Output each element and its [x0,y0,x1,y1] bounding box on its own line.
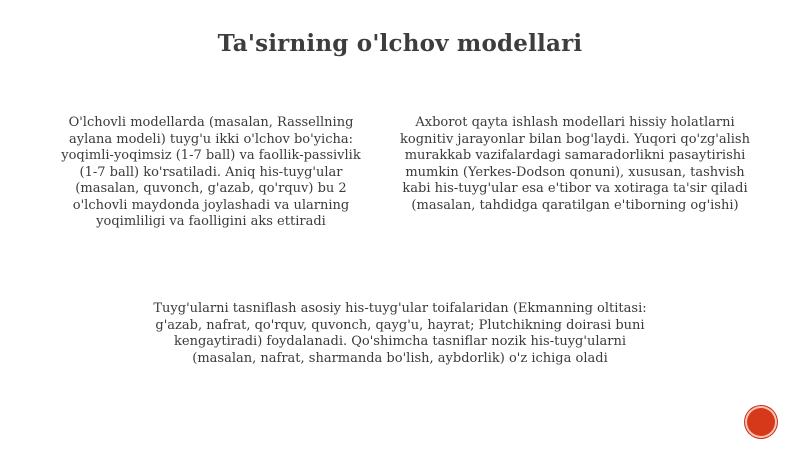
bottom-paragraph: Tuyg'ularni tasniflash asosiy his-tuyg'ular toifalaridan (Ekmanning oltitasi: g'azab, nafrat, qo'rquv, quvonch, qayg'u, hayrat; Plutchikning doirasi buni kengaytiradi) foydalanadi. Qo'shimcha tasniflar nozik his-tuyg'ularni (masalan, nafrat, sharmanda bo'lish, aybdorlik) o'z ichiga oladi [153,301,647,366]
right-paragraph: Axborot qayta ishlash modellari hissiy holatlarni kognitiv jarayonlar bilan bog'laydi. Yuqori qo'zg'alish murakkab vazifalardagi samaradorlikni pasaytirishi mumkin (Yerkes-Dodson qonuni), xususan, tashvish kabi his-tuyg'ular esa e'tibor va xotiraga ta'sir qiladi (masalan, tahdidga qaratilgan e'tiborning og'ishi) [400,115,750,213]
slide-title: Ta'sirning o'lchov modellari [217,30,583,57]
next-slide-button[interactable] [747,408,775,436]
left-paragraph: O'lchovli modellarda (masalan, Rassellning aylana modeli) tuyg'u ikki o'lchov bo'yicha: yoqimli-yoqimsiz (1-7 ball) va faollik-passivlik (1-7 ball) ko'rsatiladi. Aniq his-tuyg'ular (masalan, quvonch, g'azab, qo'rquv) bu 2 o'lchovli maydonda joylashadi va ularning yoqimliligi va faolligini aks ettiradi [61,115,361,229]
